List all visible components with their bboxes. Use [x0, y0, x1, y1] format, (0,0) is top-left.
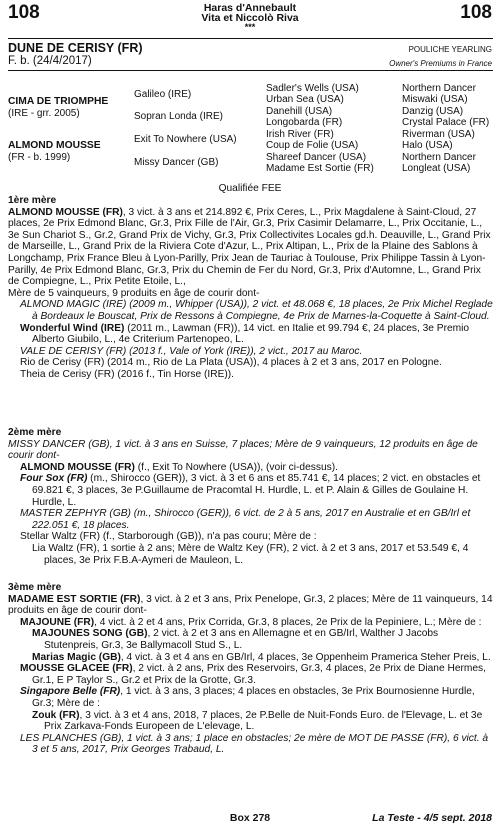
produce-entry: Lia Waltz (FR), 1 sortie à 2 ans; Mère de Waltz Key (FR), 2 vict. à 2 et 3 ans, 2017 et 53.549 €, 4 places, 3e Prix F.B.A-Aymeri de Mauleon, L.: [32, 542, 469, 566]
produce-entry: Wonderful Wind (IRE) (2011 m., Lawman (FR)), 14 vict. en Italie et 99.794 €, 24 places, 3e Premio Alberto Giubilo, L., 4e Criterium Partenopeo, L.: [20, 322, 470, 346]
dam-name: ALMOND MOUSSE: [8, 140, 101, 151]
gen3-ancestor: Coup de Folie (USA): [266, 140, 359, 151]
gen3-ancestor: Madame Est Sortie (FR): [266, 163, 374, 174]
consignor-header: [0, 3, 500, 31]
gen2-ancestor: Galileo (IRE): [134, 89, 192, 100]
horse-category: POULICHE YEARLING: [408, 45, 492, 54]
gen4-ancestor: Crystal Palace (FR): [402, 117, 490, 128]
gen3-ancestor: Irish River (FR): [266, 129, 334, 140]
gen4-ancestor: Northern Dancer: [402, 83, 476, 94]
produce-entry: Singapore Belle (FR), 1 vict. à 3 ans, 3 places; 4 places en obstacles, 3e Prix Bournosienne Hurdle, Gr.3; Mère de :: [20, 686, 475, 709]
sire-name: CIMA DE TRIOMPHE: [8, 96, 109, 107]
gen3-ancestor: Urban Sea (USA): [266, 94, 344, 105]
gen4-ancestor: Riverman (USA): [402, 129, 475, 140]
gen4-ancestor: Danzig (USA): [402, 106, 464, 117]
gen2-ancestor: Missy Dancer (GB): [134, 157, 219, 168]
premium-note: Owner's Premiums in France: [389, 59, 492, 68]
horse-description: F. b. (24/4/2017): [8, 55, 92, 67]
produce-entry: Theia de Cerisy (FR) (2016 f., Tin Horse (IRE)).: [20, 368, 234, 380]
consignor-line-1: Haras d'Annebault: [203, 2, 297, 14]
produce-entry: LES PLANCHES (GB), 1 vict. à 3 ans; 1 place en obstacles; 2e mère de MOT DE PASSE (FR), 6 vict. à 3 et 5 ans, 2017, Prix Georges Trabaud, L.: [20, 732, 489, 756]
qualification: Qualifiée FEE: [218, 183, 282, 194]
produce-entry: Stellar Waltz (FR) (f., Starborough (GB)), n'a pas couru; Mère de :: [20, 531, 317, 543]
second-dam-section: [8, 427, 494, 566]
gen4-ancestor: Miswaki (USA): [402, 94, 468, 105]
top-rule: [8, 38, 493, 39]
produce-entry: Marias Magic (GB), 4 vict. à 3 et 4 ans en GB/Irl, 4 places, 3e Oppenheim Pramerica Steher Preis, L.: [32, 651, 491, 663]
produce-entry: ALMOND MOUSSE (FR) (f., Exit To Nowhere (USA)), (voir ci-dessus).: [20, 461, 338, 473]
produce-entry: MASTER ZEPHYR (GB) (m., Shirocco (GER)), 6 vict. de 2 à 5 ans, 2017 en Australie et en GB/Irl et 222.051 €, 18 places.: [20, 508, 471, 531]
gen4-ancestor: Longleat (USA): [402, 163, 471, 174]
produce-entry: MAJOUNE (FR), 4 vict. à 2 et 4 ans, Prix Corrida, Gr.3, 8 places, 2e Prix de la Pepiniere, L.; Mère de :: [20, 616, 482, 628]
third-dam-section: [8, 582, 494, 756]
second-dam-record: MISSY DANCER (GB), 1 vict. à 3 ans en Suisse, 7 places; Mère de 9 vainqueurs, 12 produits en âge de courir dont-: [8, 438, 478, 462]
lot-number-right: 108: [460, 2, 492, 23]
first-dam-produce-summary: Mère de 5 vainqueurs, 9 produits en âge de courir dont-: [8, 287, 260, 299]
produce-entry: Zouk (FR), 3 vict. à 3 et 4 ans, 2018, 7 places, 2e P.Belle de Nuit-Fonds Euro. de l'Elevage, L. et 3e Prix Zarkava-Fonds Europeen de L'elevage, L.: [32, 709, 483, 733]
sire-info: (IRE - grr. 2005): [8, 108, 80, 119]
produce-entry: ALMOND MAGIC (IRE) (2009 m., Whipper (USA)), 2 vict. et 48.068 €, 18 places, 2e Prix Michel Reglade à Bordeaux le Bouscat, Prix de Ressons à Compiegne, 4e Prix de Marnes-la-Coquette à Saint-Cloud.: [20, 299, 493, 322]
gen3-ancestor: Sadler's Wells (USA): [266, 83, 359, 94]
produce-entry: MAJOUNES SONG (GB), 2 vict. à 2 et 3 ans en Allemagne et en GB/Irl, Walther J Jacobs Stutenpreis, Gr.3, 3e Ballymacoll Stud S., L.: [32, 628, 439, 651]
gen3-ancestor: Danehill (USA): [266, 106, 333, 117]
produce-entry: MOUSSE GLACEE (FR), 2 vict. à 2 ans, Prix des Reservoirs, Gr.3, 4 places, 2e Prix de Diane Hermes, Gr.1, E P Taylor S., Gr.2 et Prix de la Grotte, Gr.3.: [20, 663, 486, 686]
gen2-ancestor: Exit To Nowhere (USA): [134, 134, 237, 145]
produce-entry: Four Sox (FR) (m., Shirocco (GER)), 3 vict. à 3 et 6 ans et 85.741 €, 14 places; 2 vict. en obstacles et 69.821 €, 3 places, 3e P.Guillaume de Pracomtal H. Hurdle, L. et P. Alain & Gilles de Goulaine H. Hurdle, L.: [20, 473, 481, 508]
first-dam-heading: 1ère mère: [8, 195, 57, 206]
third-dam-heading: 3ème mère: [8, 582, 62, 593]
gen3-ancestor: Longobarda (FR): [266, 117, 343, 128]
consignor-line-2: Vita et Niccolò Riva: [201, 12, 299, 24]
third-dam-record: MADAME EST SORTIE (FR), 3 vict. à 2 et 3 ans, Prix Penelope, Gr.3, 2 places; Mère de 11 vainqueurs, 14 produits en âge de courir dont-: [8, 593, 493, 617]
second-dam-heading: 2ème mère: [8, 427, 62, 438]
footer-sale: La Teste - 4/5 sept. 2018: [372, 812, 492, 824]
lot-number-left: 108: [8, 2, 40, 23]
pedigree-rule: [8, 70, 493, 71]
produce-entry: Rio de Cerisy (FR) (2014 m., Rio de La Plata (USA)), 4 places à 2 et 3 ans, 2017 en Pologne.: [20, 357, 442, 369]
gen4-ancestor: Northern Dancer: [402, 152, 476, 163]
dam-info: (FR - b. 1999): [8, 152, 71, 163]
first-dam-record: ALMOND MOUSSE (FR), 3 vict. à 3 ans et 214.892 €, Prix Ceres, L., Prix Magdalene à Saint-Cloud, 27 places, 2e Prix Edmond Blanc, Gr.3, Prix Fille de l'Air, Gr.3, Prix Casimir Delamarre, L., Prix Occitanie, L., 3e Sun Chariot S., Gr.2, Grand Prix de Vichy, Gr.3, Prix Collectivites Locales gd.h. Deauville, L., Grand Prix de Marseille, L., Grand Prix de la Riviera Cote d'Azur, L., Prix Altipan, L., Prix de la Plaine des Sablons à Longchamp, Prix France Bleu à Lyon-Parilly, Prix Jean de Tauriac à Toulouse, Prix Philippe Tassin à Lyon-Parilly, 4e Prix Edmond Blanc, Gr.3, Prix du Chemin de Fer du Nord, Gr.3, Prix d'Automne, L., Grand Prix de Compiegne, L., Prix Petite Etoile, L.,: [8, 206, 491, 288]
consignor-stars: ***: [244, 22, 256, 32]
gen4-ancestor: Halo (USA): [402, 140, 453, 151]
first-dam-section: [8, 195, 494, 381]
footer-box: Box 278: [229, 812, 271, 824]
horse-name: DUNE DE CERISY (FR): [8, 41, 143, 55]
gen2-ancestor: Sopran Londa (IRE): [134, 111, 223, 122]
gen3-ancestor: Shareef Dancer (USA): [266, 152, 367, 163]
produce-entry: VALE DE CERISY (FR) (2013 f., Vale of York (IRE)), 2 vict., 2017 au Maroc.: [20, 345, 363, 357]
first-dam-name: ALMOND MOUSSE (FR): [8, 206, 123, 218]
